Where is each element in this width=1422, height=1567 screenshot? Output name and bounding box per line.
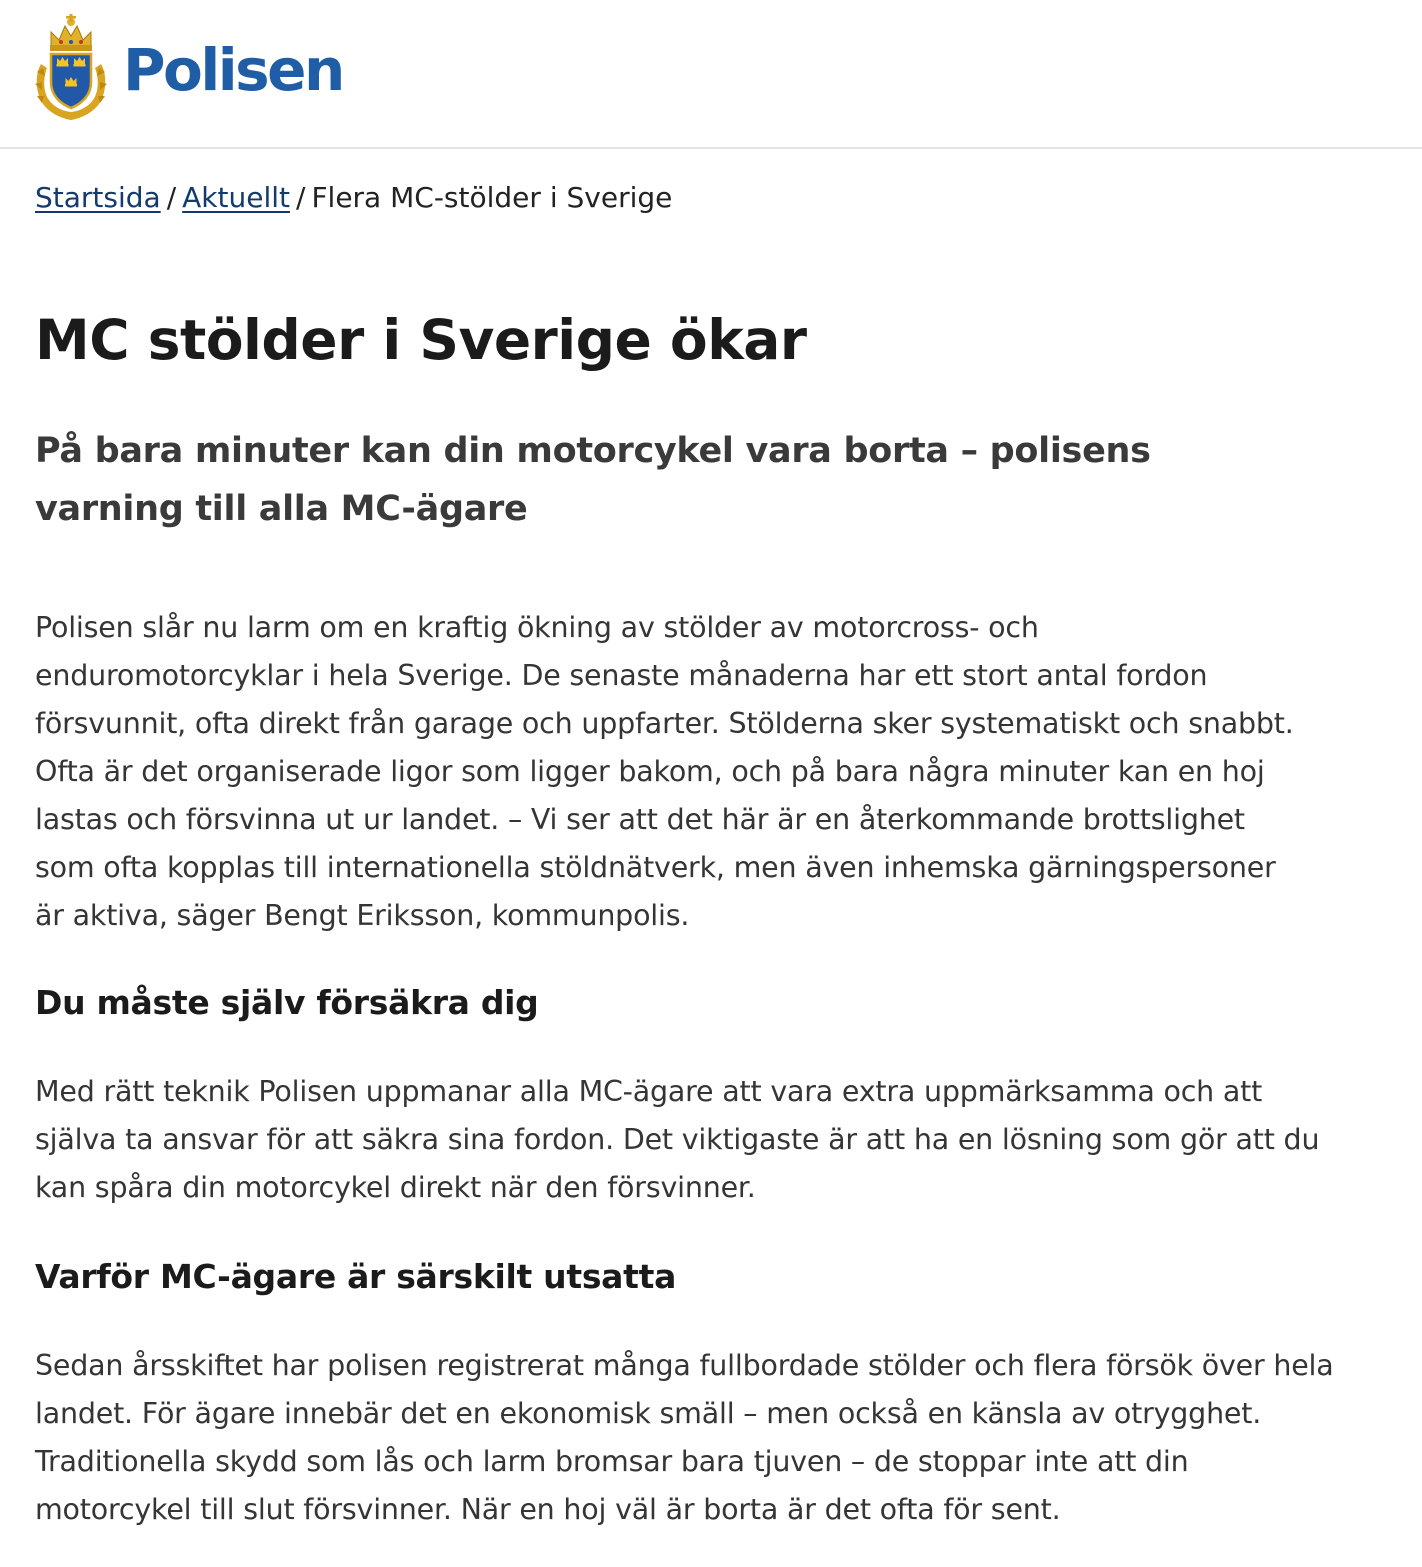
page-title: MC stölder i Sverige ökar bbox=[35, 308, 807, 372]
breadcrumb-link-startsida[interactable]: Startsida bbox=[35, 181, 161, 214]
article-paragraph: Sedan årsskiftet har polisen registrerat många fullbordade stölder och flera försök över hela landet. För ägare innebär det en ekonomisk smäll – men också en känsla av otrygghet. Traditionella skydd som lås och larm bromsar bara tjuven – de stoppar inte att din motorcykel till slut försvinner. När en hoj väl är borta är det ofta för sent. bbox=[35, 1349, 1334, 1526]
police-crest-icon bbox=[33, 12, 109, 124]
breadcrumb-current: Flera MC-stölder i Sverige bbox=[311, 181, 673, 214]
breadcrumb-separator: / bbox=[166, 181, 177, 214]
polisen-logo-link[interactable] bbox=[33, 12, 343, 124]
article-paragraph: Med rätt teknik Polisen uppmanar alla MC-ägare att vara extra uppmärksamma och att själva ta ansvar för att säkra sina fordon. Det viktigaste är att ha en lösning som gör att du kan spåra din motorcykel direkt när den försvinner. bbox=[35, 1075, 1320, 1204]
logo-text: Polisen bbox=[123, 36, 343, 104]
section-heading: Du måste själv försäkra dig bbox=[35, 983, 539, 1022]
article-paragraph: Polisen slår nu larm om en kraftig ökning av stölder av motorcross- och enduromotorcyklar i hela Sverige. De senaste månaderna har ett stort antal fordon försvunnit, ofta direkt från garage och uppfarter. Stölderna sker systematiskt och snabbt. Ofta är det organiserade ligor som ligger bakom, och på bara några minuter kan en hoj lastas och försvinna ut ur landet. – Vi ser att det här är en återkommande brottslighet som ofta kopplas till internationella stöldnätverk, men även inhemska gärningspersoner är aktiva, säger Bengt Eriksson, kommunpolis. bbox=[35, 611, 1294, 932]
breadcrumb-separator: / bbox=[296, 181, 306, 214]
section-heading: Varför MC-ägare är särskilt utsatta bbox=[35, 1257, 677, 1296]
site-header bbox=[0, 0, 1422, 149]
breadcrumb-link-aktuellt[interactable]: Aktuellt bbox=[182, 181, 290, 214]
article bbox=[35, 300, 1355, 1534]
article-lead: På bara minuter kan din motorcykel vara borta – polisens varning till alla MC-ägare bbox=[35, 431, 1151, 529]
breadcrumb bbox=[35, 178, 672, 218]
